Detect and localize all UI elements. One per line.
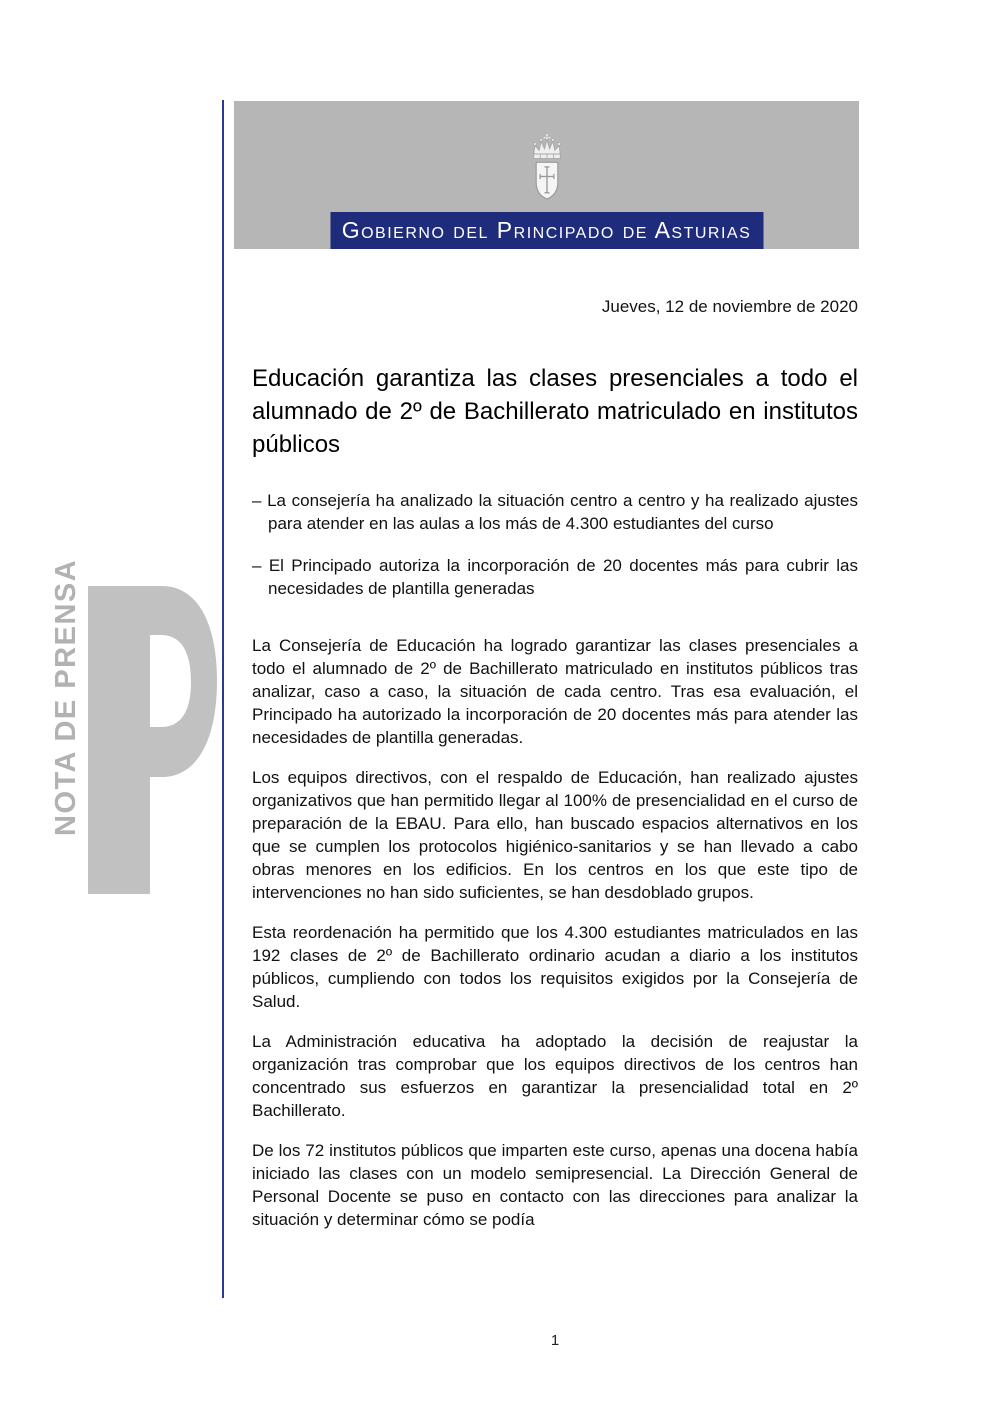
bullet-dash: – [252, 556, 262, 575]
government-banner [330, 212, 763, 249]
bullet-text: El Principado autoriza la incorporación de 20 docentes más para cubrir las necesidades de plantilla generadas [268, 556, 858, 598]
asturias-coat-of-arms-icon [522, 125, 572, 213]
watermark-p-glyph [88, 586, 217, 894]
watermark-letter-p [88, 586, 217, 894]
bullet-item [252, 489, 858, 535]
body-paragraph: Los equipos directivos, con el respaldo de Educación, han realizado ajustes organizativos que han permitido llegar al 100% de presencialidad en el curso de preparación de la EBAU. Para ello, han buscado espacios alternativos en los que se cumplen los protocolos higiénico-sanitarios y se han llevado a cabo obras menores en los edificios. En los centros en los que este tipo de intervenciones no han sido suficientes, se han desdoblado grupos. [252, 768, 858, 902]
government-banner-text: Gobierno del Principado de Asturias [341, 217, 752, 243]
highlight-bullet-list [252, 489, 858, 600]
page-number: 1 [550, 1332, 560, 1349]
body-paragraph: De los 72 institutos públicos que imparten este curso, apenas una docena había iniciado las clases con un modelo semipresencial. La Dirección General de Personal Docente se puso en contacto con las direcciones para analizar la situación y determinar cómo se podía [252, 1141, 858, 1229]
bullet-item [252, 554, 858, 600]
bullet-dash: – [252, 491, 262, 510]
date-line: Jueves, 12 de noviembre de 2020 [601, 297, 858, 316]
body-paragraph: La Consejería de Educación ha logrado garantizar las clases presenciales a todo el alumnado de 2º de Bachillerato matriculado en institutos públicos tras analizar, caso a caso, la situación de cada centro. Tras esa evaluación, el Principado ha autorizado la incorporación de 20 docentes más para atender las necesidades de plantilla generadas. [252, 636, 858, 747]
vertical-divider-rule [222, 100, 224, 1298]
nota-de-prensa-vertical-label: NOTA DE PRENSA [50, 558, 82, 836]
press-release-body [252, 295, 858, 1231]
page-title: Educación garantiza las clases presenciales a todo el alumnado de 2º de Bachillerato matriculado en institutos públicos [252, 365, 858, 458]
government-header [234, 101, 859, 249]
body-paragraph: La Administración educativa ha adoptado la decisión de reajustar la organización tras comprobar que los equipos directivos de los centros han concentrado sus esfuerzos en garantizar la presencialidad total en 2º Bachillerato. [252, 1032, 858, 1120]
bullet-text: La consejería ha analizado la situación centro a centro y ha realizado ajustes para atender en las aulas a los más de 4.300 estudiantes del curso [267, 491, 859, 533]
body-paragraph: Esta reordenación ha permitido que los 4.300 estudiantes matriculados en las 192 clases de 2º de Bachillerato ordinario acudan a diario a los institutos públicos, cumpliendo con todos los requisitos exigidos por la Consejería de Salud. [252, 923, 858, 1011]
